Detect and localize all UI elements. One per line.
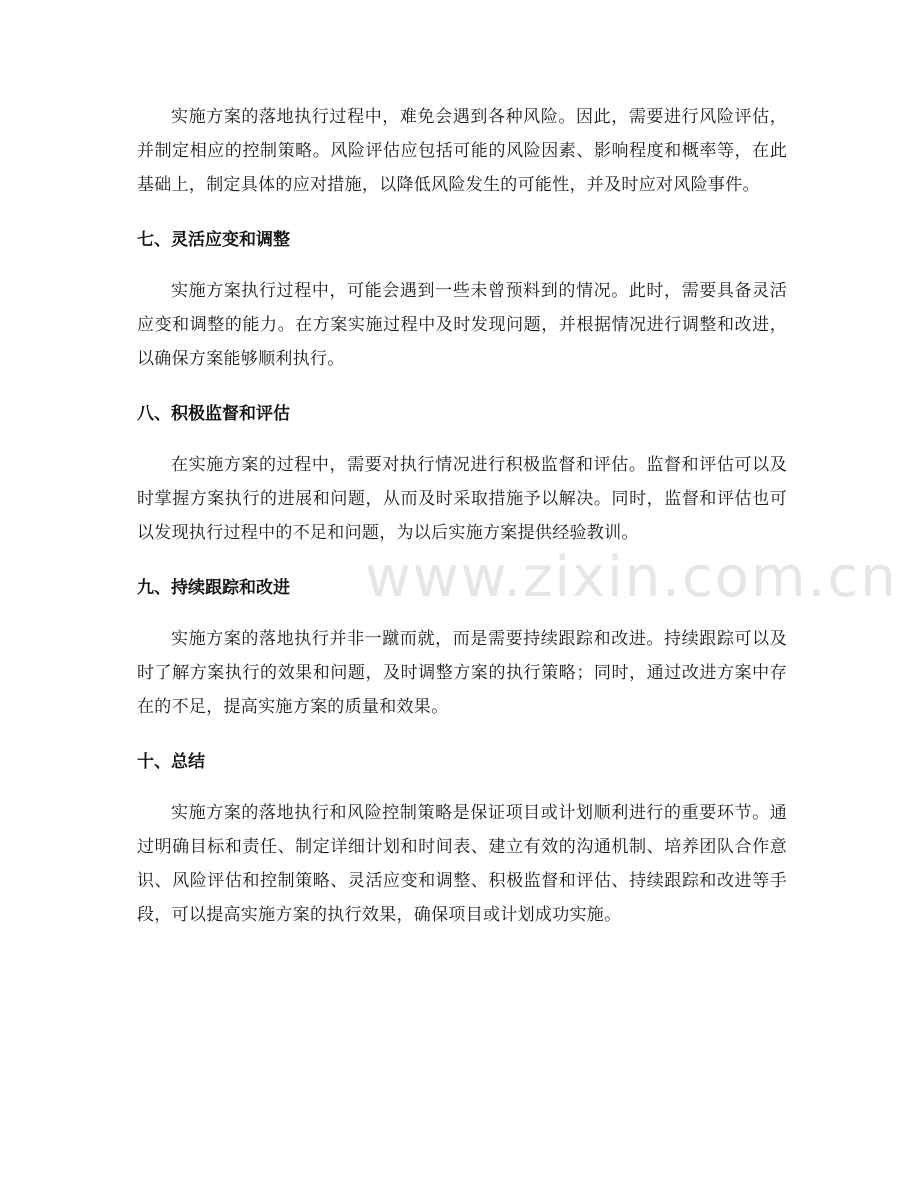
section-paragraph-8: 在实施方案的过程中，需要对执行情况进行积极监督和评估。监督和评估可以及时掌握方案执行的进展和问题，从而及时采取措施予以解决。同时，监督和评估也可以发现执行过程中的不足和问题，为以后实施方案提供经验教训。: [137, 455, 787, 543]
section-heading-7: 七、灵活应变和调整: [137, 230, 290, 250]
intro-paragraph: 实施方案的落地执行过程中，难免会遇到各种风险。因此，需要进行风险评估，并制定相应的控制策略。风险评估应包括可能的风险因素、影响程度和概率等，在此基础上，制定具体的应对措施，以降低风险发生的可能性，并及时应对风险事件。: [137, 107, 787, 195]
section-heading-9: 九、持续跟踪和改进: [137, 578, 290, 598]
section-heading-8: 八、积极监督和评估: [137, 404, 290, 424]
section-paragraph-10: 实施方案的落地执行和风险控制策略是保证项目或计划顺利进行的重要环节。通过明确目标和责任、制定详细计划和时间表、建立有效的沟通机制、培养团队合作意识、风险评估和控制策略、灵活应变和调整、积极监督和评估、持续跟踪和改进等手段，可以提高实施方案的执行效果，确保项目或计划成功实施。: [137, 803, 787, 925]
watermark: www.zixin.com.cn: [365, 545, 898, 610]
section-paragraph-7: 实施方案执行过程中，可能会遇到一些未曾预料到的情况。此时，需要具备灵活应变和调整的能力。在方案实施过程中及时发现问题，并根据情况进行调整和改进，以确保方案能够顺利执行。: [137, 281, 787, 369]
section-heading-10: 十、总结: [137, 752, 205, 772]
section-paragraph-9: 实施方案的落地执行并非一蹴而就，而是需要持续跟踪和改进。持续跟踪可以及时了解方案执行的效果和问题，及时调整方案的执行策略；同时，通过改进方案中存在的不足，提高实施方案的质量和效果。: [137, 629, 787, 717]
document-body: [137, 100, 787, 932]
